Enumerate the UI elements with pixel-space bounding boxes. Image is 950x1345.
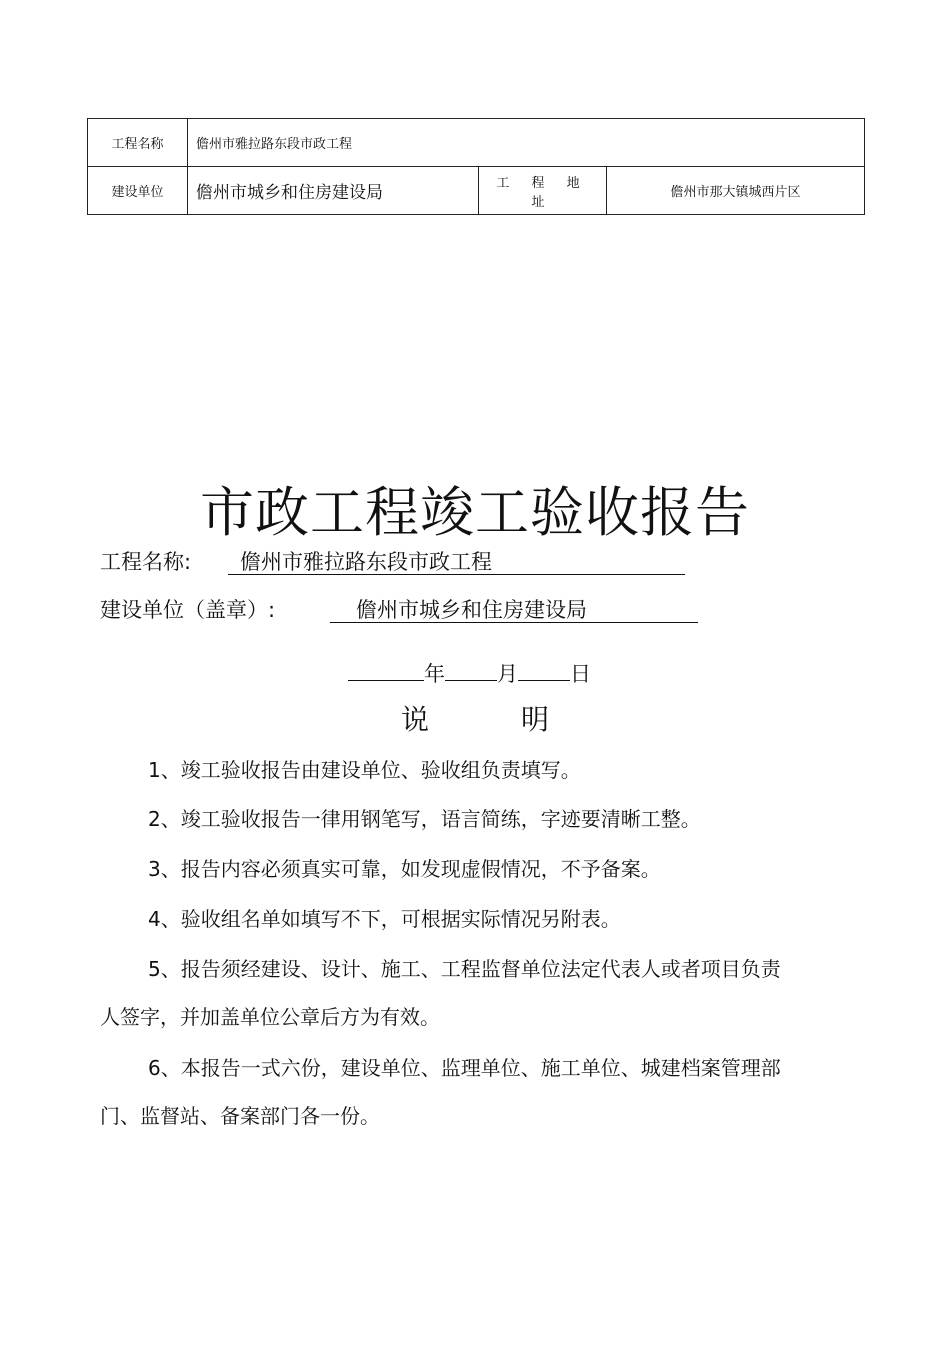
date-line	[348, 658, 591, 688]
day-blank	[518, 658, 570, 681]
project-info-table	[87, 118, 865, 215]
note-text-5: 5、报告须经建设、设计、施工、工程监督单位法定代表人或者项目负责人签字，并加盖单位公章后方为有效。	[100, 957, 781, 1029]
builder-label-cell: 建设单位	[88, 167, 188, 215]
project-name-field	[100, 546, 492, 576]
year-label: 年	[424, 662, 445, 686]
project-name-field-value: 儋州市雅拉路东段市政工程	[240, 550, 492, 574]
builder-row	[88, 167, 865, 215]
builder-field	[100, 594, 587, 624]
report-title: 市政工程竣工验收报告	[200, 481, 750, 544]
builder-value-cell: 儋州市城乡和住房建设局	[188, 167, 479, 215]
notes-title-right: 明	[521, 703, 550, 736]
month-label: 月	[497, 662, 518, 686]
builder-field-label: 建设单位（盖章）:	[100, 598, 276, 622]
builder-field-value: 儋州市城乡和住房建设局	[356, 598, 587, 622]
notes-title	[0, 698, 950, 738]
note-text-3: 3、报告内容必须真实可靠，如发现虚假情况，不予备案。	[148, 857, 661, 881]
project-name-field-label: 工程名称:	[100, 550, 192, 574]
year-blank	[348, 658, 424, 681]
address-value-cell: 儋州市那大镇城西片区	[607, 167, 865, 215]
note-text-4: 4、验收组名单如填写不下，可根据实际情况另附表。	[148, 907, 621, 931]
note-text-1: 1、竣工验收报告由建设单位、验收组负责填写。	[148, 758, 581, 782]
notes-title-left: 说	[400, 703, 429, 736]
note-item-2	[100, 795, 790, 843]
note-text-6: 6、本报告一式六份，建设单位、监理单位、施工单位、城建档案管理部门、监督站、备案部门各一份。	[100, 1056, 781, 1128]
address-label: 工 程 地 址	[496, 175, 589, 210]
project-name-row	[88, 119, 865, 167]
note-item-4	[100, 895, 790, 943]
address-label-cell	[479, 167, 607, 215]
note-item-1	[100, 746, 790, 794]
note-item-5	[100, 945, 790, 1041]
project-name-value-cell: 儋州市雅拉路东段市政工程	[188, 119, 865, 167]
project-name-label-cell: 工程名称	[88, 119, 188, 167]
note-item-3	[100, 845, 790, 893]
note-item-6	[100, 1044, 790, 1140]
day-label: 日	[570, 662, 591, 686]
month-blank	[445, 658, 497, 681]
note-text-2: 2、竣工验收报告一律用钢笔写，语言简练，字迹要清晰工整。	[148, 807, 701, 831]
